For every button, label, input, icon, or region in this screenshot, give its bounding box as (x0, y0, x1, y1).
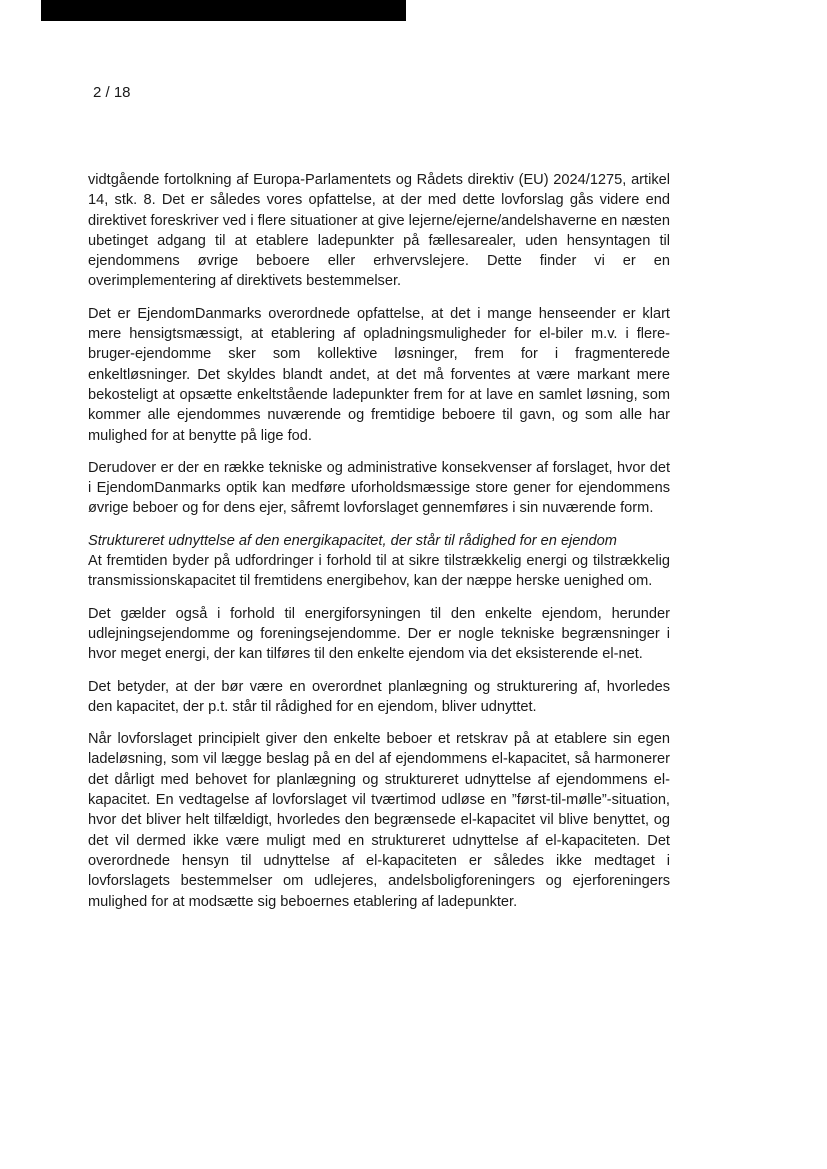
paragraph-1: vidtgående fortolkning af Europa-Parlamentets og Rådets direktiv (EU) 2024/1275, artikel 14, stk. 8. Det er således vores opfattelse, at der med dette lovforslag gås videre end direktivet foreskriver ved i flere situationer at give lejerne/ejerne/andelshaverne en næsten ubetinget adgang til at etablere ladepunkter på fællesarealer, uden hensyntagen til ejendommens øvrige beboere eller erhvervslejere. Dette finder vi er en overimplementering af direktivets bestemmelser. (88, 172, 670, 290)
document-body (88, 170, 670, 924)
header-bar (41, 0, 406, 21)
paragraph-2: Det er EjendomDanmarks overordnede opfattelse, at det i mange henseender er klart mere hensigtsmæssigt, at etablering af opladningsmuligheder for el-biler m.v. i flere-bruger-ejendomme sker som kollektive løsninger, frem for i fragmenterede enkeltløsninger. Det skyldes blandt andet, at det må forventes at være markant mere bekosteligt at opsætte enkeltstående ladepunkter frem for at lave en samlet løsning, som kommer alle ejendommes nuværende og fremtidige beboere til gavn, og som alle har mulighed for at benytte på lige fod. (88, 305, 670, 444)
paragraph-7: Når lovforslaget principielt giver den enkelte beboer et retskrav på at etablere sin egen ladeløsning, som vil lægge beslag på en del af ejendommens el-kapacitet, så harmonerer det dårligt med behovet for planlægning og struktureret udnyttelse af ejendommens el-kapacitet. En vedtagelse af lovforslaget vil tværtimod udløse en ”først-til-mølle”-situation, hvor det bliver helt tilfældigt, hvorledes den begrænsede el-kapacitet vil blive benyttet, og det vil dermed ikke være muligt med en struktureret udnyttelse af el-kapaciteten. Det overordnede hensyn til udnyttelse af el-kapaciteten er således ikke medtaget i lovforslagets bestemmelser om udlejeres, andelsboligforeningers og ejerforeningers mulighed for at modsætte sig beboernes etablering af ladepunkter. (88, 731, 670, 910)
paragraph-3: Derudover er der en række tekniske og administrative konsekvenser af forslaget, hvor det i EjendomDanmarks optik kan medføre uforholdsmæssige store gener for ejendommens øvrige beboer og for dens ejer, såfremt lovforslaget gennemføres i sin nuværende form. (88, 459, 670, 517)
paragraph-5: Det gælder også i forhold til energiforsyningen til den enkelte ejendom, herunder udlejningsejendomme og foreningsejendomme. Der er nogle tekniske begrænsninger i hvor meget energi, der kan tilføres til den enkelte ejendom via det eksisterende el-net. (88, 605, 670, 663)
paragraph-4: At fremtiden byder på udfordringer i forhold til at sikre tilstrækkelig energi og tilstrækkelig transmissionskapacitet til fremtidens energibehov, kan der næppe herske uenighed om. (88, 553, 670, 590)
paragraph-6: Det betyder, at der bør være en overordnet planlægning og strukturering af, hvorledes den kapacitet, der p.t. står til rådighed for en ejendom, bliver udnyttet. (88, 678, 670, 715)
section-heading: Struktureret udnyttelse af den energikapacitet, der står til rådighed for en ejendom (88, 532, 617, 549)
page-number: 2 / 18 (93, 84, 131, 101)
